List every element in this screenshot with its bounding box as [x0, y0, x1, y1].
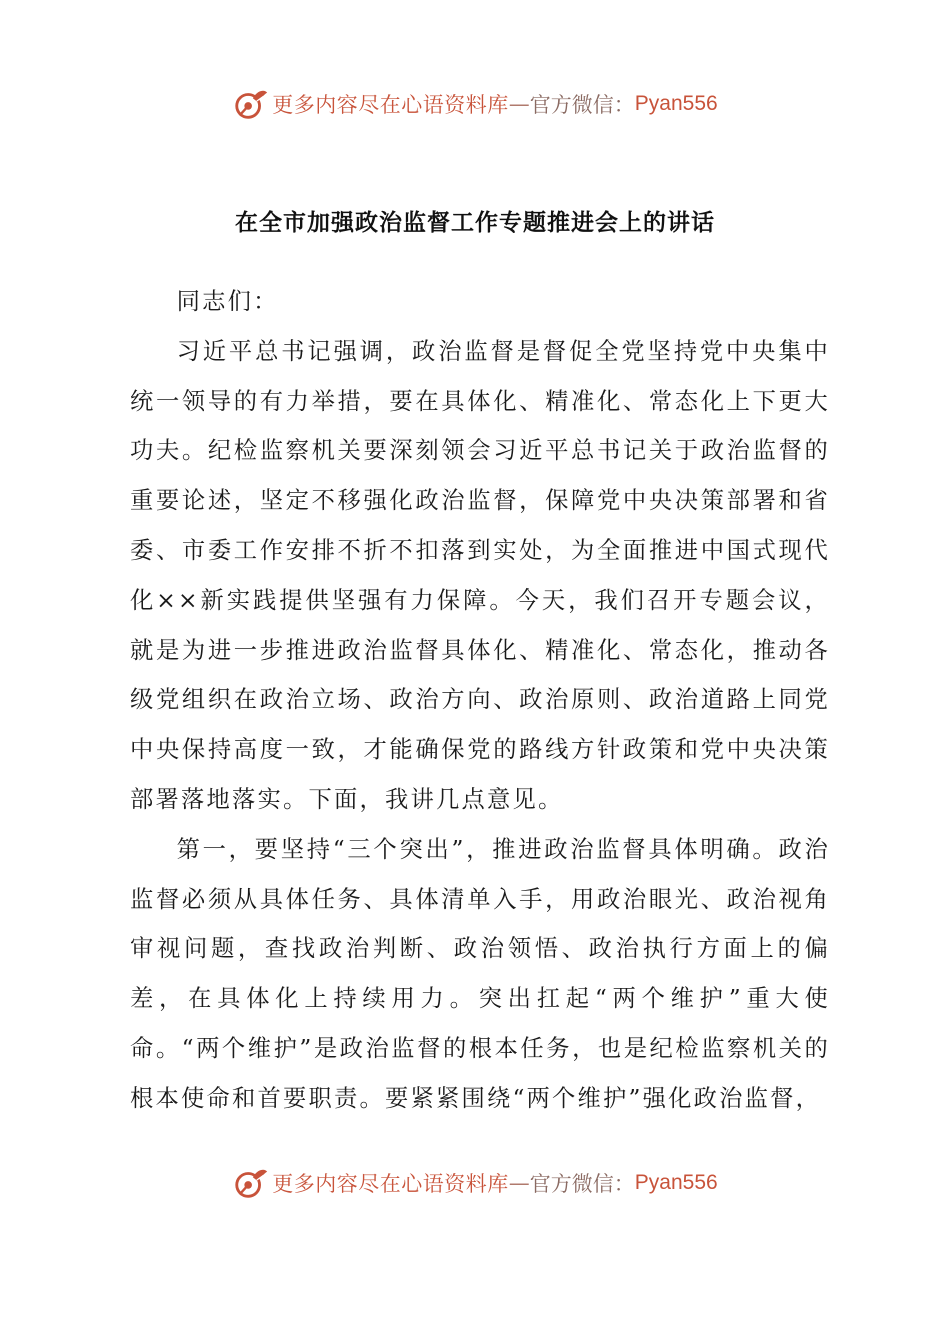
document-title: 在全市加强政治监督工作专题推进会上的讲话: [235, 210, 715, 236]
pen-nib-logo-icon: [232, 85, 270, 123]
watermark-id: Pyan556: [634, 92, 718, 115]
watermark-label: 官方微信：: [529, 1172, 635, 1196]
watermark-separator: —: [508, 92, 530, 116]
document-body: [130, 277, 830, 1124]
greeting: 同志们：: [176, 288, 279, 315]
watermark-text: 更多内容尽在心语资料库: [272, 1172, 509, 1196]
header-watermark: [0, 82, 950, 126]
footer-watermark: [0, 1161, 950, 1205]
watermark-id: Pyan556: [634, 1171, 718, 1194]
paragraph: 第一，要坚持“三个突出”，推进政治监督具体明确。政治监督必须从具体任务、具体清单入手，用政治眼光、政治视角审视问题，查找政治判断、政治领悟、政治执行方面上的偏差，在具体化上持续用力。突出扛起“两个维护”重大使命。“两个维护”是政治监督的根本任务，也是纪检监察机关的根本使命和首要职责。要紧紧围绕“两个维护”强化政治监督，: [130, 835, 830, 1112]
paragraph: 习近平总书记强调，政治监督是督促全党坚持党中央集中统一领导的有力举措，要在具体化、精准化、常态化上下更大功夫。纪检监察机关要深刻领会习近平总书记关于政治监督的重要论述，坚定不移强化政治监督，保障党中央决策部署和省委、市委工作安排不折不扣落到实处，为全面推进中国式现代化××新实践提供坚强有力保障。今天，我们召开专题会议，就是为进一步推进政治监督具体化、精准化、常态化，推动各级党组织在政治立场、政治方向、政治原则、政治道路上同党中央保持高度一致，才能确保党的路线方针政策和党中央决策部署落地落实。下面，我讲几点意见。: [130, 337, 830, 813]
watermark-label: 官方微信：: [529, 93, 635, 117]
watermark-text: 更多内容尽在心语资料库: [272, 93, 509, 117]
pen-nib-logo-icon: [232, 1164, 270, 1202]
watermark-separator: —: [508, 1171, 530, 1195]
